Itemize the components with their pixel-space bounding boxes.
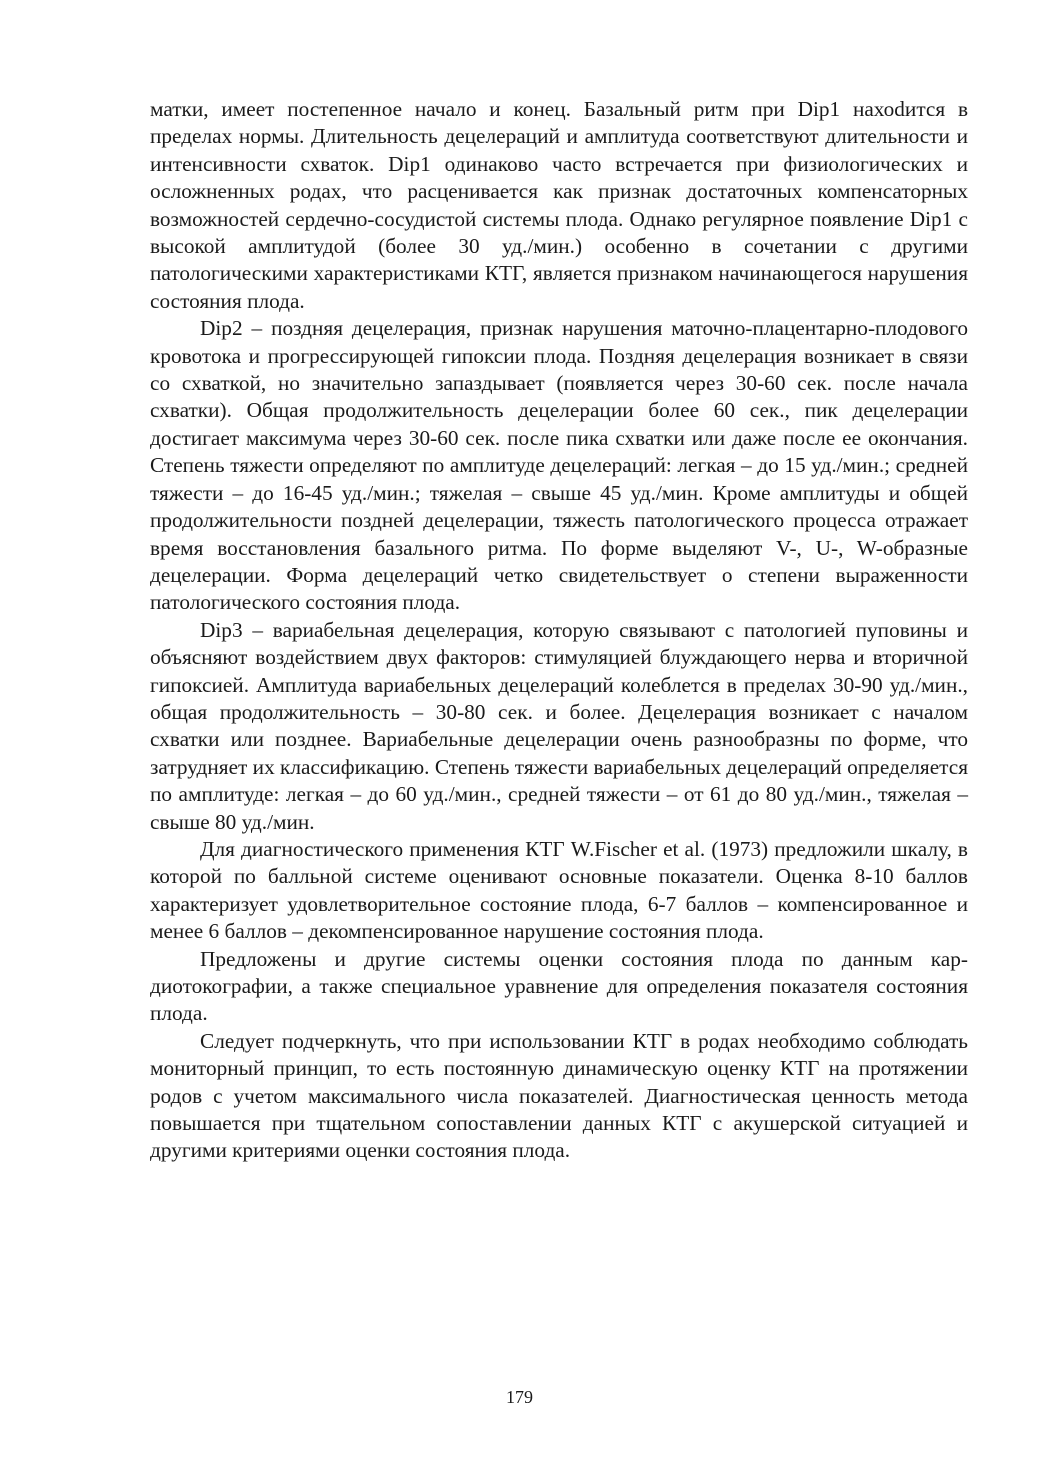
paragraph-dip1-continuation: матки, имеет постепенное начало и конец. Базальный ритм при Dip1 нахоdится в пределах нормы. Длительность децелераций и амплитуда соответствуют длительности и интенсивности схваток. Dip1 одинаково часто встречается при физиологических и осложненных родах, что расценивается как признак достаточных компенсаторных возможностей сердечно-сосудистой системы плода. Однако регулярное появление Dip1 с высокой амплитудой (более 30 уд./мин.) особенно в сочетании с другими патологическими характеристиками КТГ, является признаком начинающегося нарушения состояния плода. <box>150 97 968 313</box>
paragraph-other-systems: Предложены и другие системы оценки состояния плода по данным кардиотокографии, а также специальное уравнение для определения показателя состояния плода. <box>150 946 968 1026</box>
paragraph-monitoring-principle: Следует подчеркнуть, что при использовании КТГ в родах необходимо соблюдать мониторный принцип, то есть постоянную динамическую оценку КТГ на протяжении родов с учетом максимального числа показателей. Диагностическая ценность метода повышается при тщательном сопоставлении данных КТГ с акушерской ситуацией и другими критериями оценки состояния плода. <box>150 1028 968 1163</box>
paragraph-dip3: Dip3 – вариабельная децелерация, которую связывают с патологией пуповины и объясняют воздействием двух факторов: стимуляцией блуждающего нерва и вторичной гипоксией. Амплитуда вариабельных децелераций колеблется в пределах 30-90 уд./мин., общая продолжительность – 30-80 сек. и более. Децелерация возникает с началом схватки или позднее. Вариабельные децелерации очень разнообразны по форме, что затрудняет их классификацию. Степень тяжести вариабельных децелераций определяется по амплитуде: легкая – до 60 уд./мин., средней тяжести – от 61 до 80 уд./мин., тяжелая – свыше 80 уд./мин. <box>150 617 968 834</box>
paragraph-dip2: Dip2 – поздняя децелерация, признак нарушения маточно-плацентарно-плодового кровотока и прогрессирующей гипоксии плода. Поздняя децелерация возникает в связи со схваткой, но значительно запаздывает (появляется через 30-60 сек. после начала схватки). Общая продолжительность децелерации более 60 сек., пик децелерации достигает максимума через 30-60 сек. после пика схватки или даже после ее окончания. Степень тяжести определяют по амплитуде децелераций: легкая – до 15 уд./мин.; средней тяжести – до 16-45 уд./мин.; тяжелая – свыше 45 уд./мин. Кроме амплитуды и общей продолжительности поздней децелерации, тяжесть патологического процесса отражает время восстановления базального ритма. По форме выделяют V-, U-, W-образные децелерации. Форма децелераций четко свидетельствует о степени выраженности патологического состояния плода. <box>150 316 968 615</box>
paragraph-fischer-scale: Для диагностического применения КТГ W.Fischer et al. (1973) предложили шкалу, в которой по балльной системе оценивают основные показатели. Оценка 8-10 баллов характеризует удовлетворительное состояние плода, 6-7 баллов – компенсированное и менее 6 баллов – декомпенсированное нарушение состояния плода. <box>150 836 968 944</box>
page-number: 179 <box>506 1387 533 1407</box>
body-text <box>150 96 968 1165</box>
